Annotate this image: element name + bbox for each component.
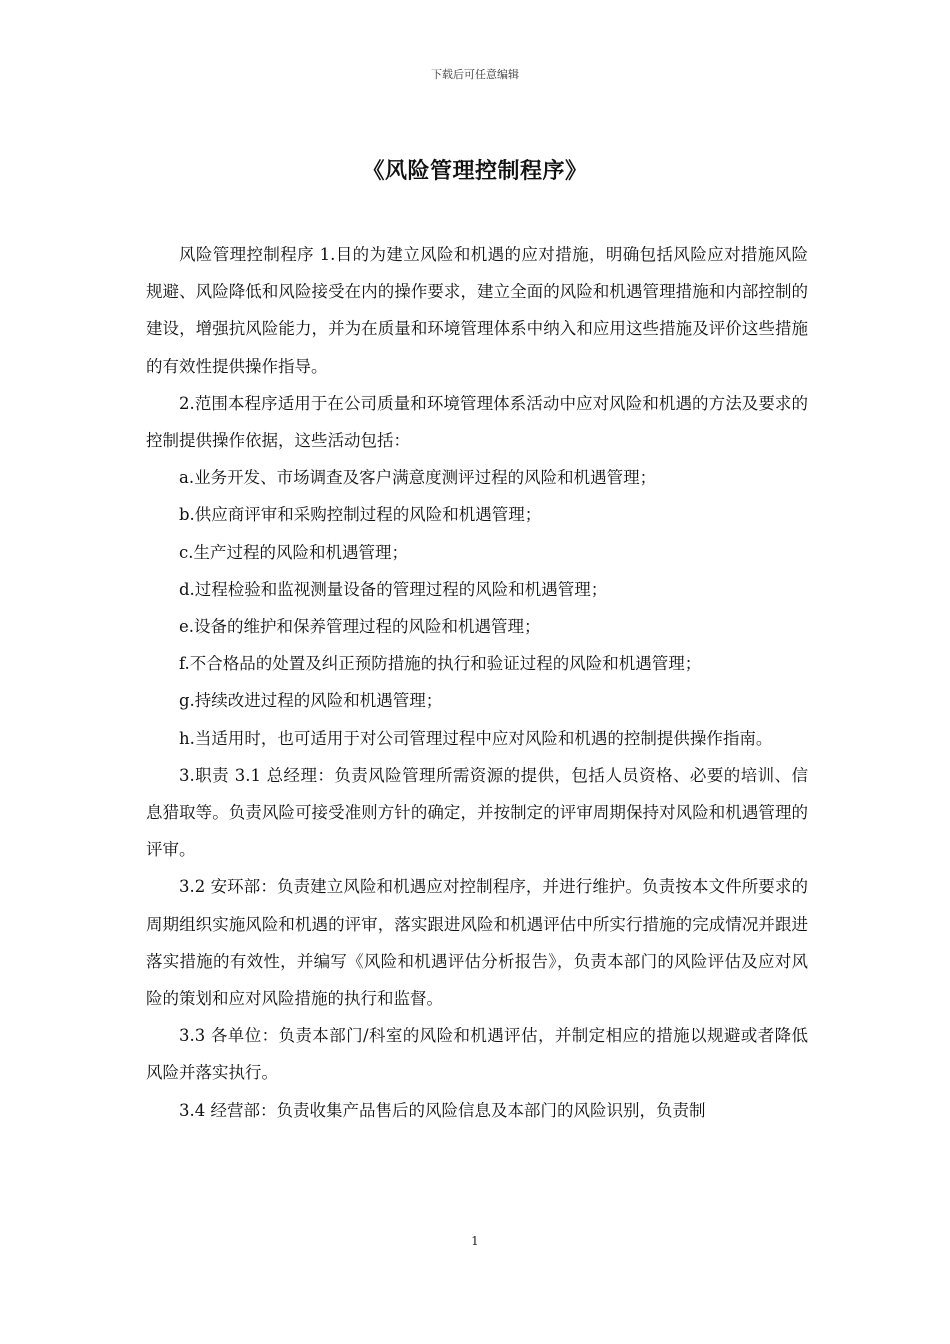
page-number: 1 [471, 1234, 479, 1248]
list-item-f: f.不合格品的处置及纠正预防措施的执行和验证过程的风险和机遇管理； [179, 654, 702, 674]
list-item-b: b.供应商评审和采购控制过程的风险和机遇管理； [179, 505, 542, 525]
paragraph-purpose: 风险管理控制程序 1.目的为建立风险和机遇的应对措施，明确包括风险应对措施风险规避、风险降低和风险接受在内的操作要求，建立全面的风险和机遇管理措施和内部控制的建设，增强抗风险能力，并为在质量和环境管理体系中纳入和应用这些措施及评价这些措施的有效性提供操作指导。 [146, 245, 808, 376]
list-item-g: g.持续改进过程的风险和机遇管理； [179, 691, 443, 711]
paragraph-responsibility-units: 3.3 各单位：负责本部门/科室的风险和机遇评估，并制定相应的措施以规避或者降低风险并落实执行。 [146, 1026, 808, 1083]
paragraph-responsibility-operations: 3.4 经营部：负责收集产品售后的风险信息及本部门的风险识别，负责制 [179, 1100, 706, 1120]
paragraph-responsibility-general-manager: 3.职责 3.1 总经理：负责风险管理所需资源的提供，包括人员资格、必要的培训、信息猎取等。负责风险可接受准则方针的确定，并按制定的评审周期保持对风险和机遇管理的评审。 [146, 765, 808, 860]
list-item-d: d.过程检验和监视测量设备的管理过程的风险和机遇管理； [179, 579, 608, 599]
list-item-c: c.生产过程的风险和机遇管理； [179, 542, 408, 562]
paragraph-scope: 2.范围本程序适用于在公司质量和环境管理体系活动中应对风险和机遇的方法及要求的控制提供操作依据，这些活动包括： [146, 393, 808, 451]
document-body [146, 236, 808, 1129]
document-title: 《风险管理控制程序》 [362, 158, 588, 184]
list-item-e: e.设备的维护和保养管理过程的风险和机遇管理； [179, 617, 541, 637]
list-item-h: h.当适用时，也可适用于对公司管理过程中应对风险和机遇的控制提供操作指南。 [179, 728, 773, 748]
list-item-a: a.业务开发、市场调查及客户满意度测评过程的风险和机遇管理； [179, 468, 657, 488]
paragraph-responsibility-safety-environment: 3.2 安环部：负责建立风险和机遇应对控制程序，并进行维护。负责按本文件所要求的周期组织实施风险和机遇的评审，落实跟进风险和机遇评估中所实行措施的完成情况并跟进落实措施的有效性，并编写《风险和机遇评估分析报告》，负责本部门的风险评估及应对风险的策划和应对风险措施的执行和监督。 [146, 877, 808, 1009]
page-header-note: 下载后可任意编辑 [431, 68, 519, 81]
